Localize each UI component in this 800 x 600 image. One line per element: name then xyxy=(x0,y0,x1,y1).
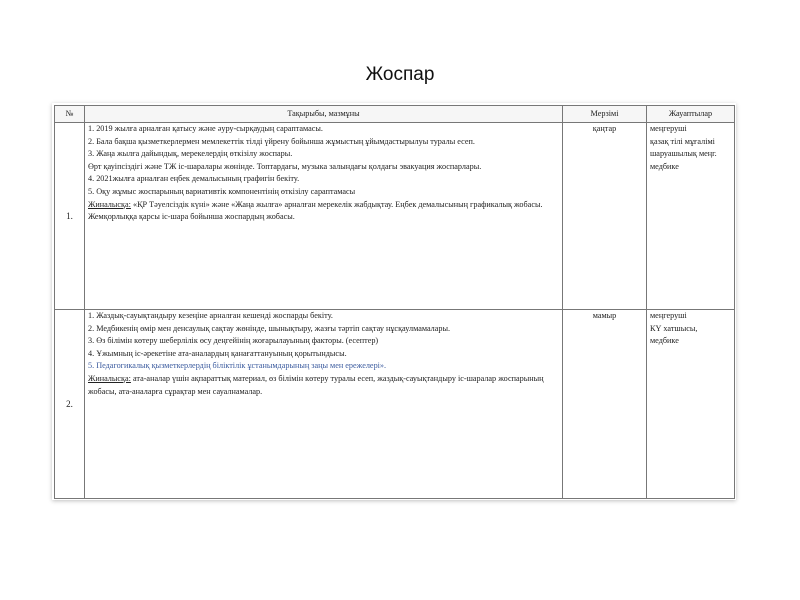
content-item: 5. Оқу жұмыс жоспарының вариативтік компонентінің өткізілу сараптамасы xyxy=(88,186,356,196)
responsible-item: медбике xyxy=(650,336,679,346)
row-responsible xyxy=(647,123,735,310)
responsible-item: медбике xyxy=(650,161,679,171)
content-item: 4. Ұжымның іс-әрекетіне ата-аналардың қанағаттануының қорытындысы. xyxy=(88,348,347,358)
header-topic: Тақырыбы, мазмұны xyxy=(85,106,563,123)
content-item: 5. Педагогикалық қызметкерлердің біліктілік ұстанымдарының заңы мен ережелері». xyxy=(88,361,387,371)
content-item: 3. Жаңа жылға дайындық, мерекелердің өткізілу жоспары. xyxy=(88,149,293,159)
content-item: Өрт қауіпсіздігі және ТЖ іс-шаралары жөнінде. Топтардағы, музыка залындағы қолдағы эвакуация жоспарлары. xyxy=(88,161,482,171)
meeting-label: Жиналысқа: xyxy=(88,373,131,383)
responsible-item: шаруашылық меңг. xyxy=(650,149,717,159)
responsible-item: меңгеруші xyxy=(650,124,687,133)
content-item: 1. Жаздық-сауықтандыру кезеңіне арналған кешенді жоспарды бекіту. xyxy=(88,311,333,320)
meeting-note xyxy=(88,373,559,398)
responsible-item: меңгеруші xyxy=(650,311,687,320)
responsible-item: қазақ тілі мұғалімі xyxy=(650,136,715,146)
content-item: 2. Бала бақша қызметкерлермен мемлекеттік тілді үйрену бойынша жұмыстың ұйымдастырылуы туралы есеп. xyxy=(88,136,475,146)
plan-table xyxy=(54,105,735,499)
row-number: 2. xyxy=(55,310,85,499)
row-date: қаңтар xyxy=(563,123,647,310)
content-item: 2. Медбикенің өмір мен денсаулық сақтау жөнінде, шынықтыру, жазғы тәртіп сақтау нұсқаулмамалары. xyxy=(88,323,451,333)
page-title: Жоспар xyxy=(365,64,435,85)
plan-document xyxy=(52,103,736,500)
content-item: 1. 2019 жылға арналған қатысу және әуру-сырқаудың сараптамасы. xyxy=(88,124,323,133)
row-date: мамыр xyxy=(563,310,647,499)
meeting-note xyxy=(88,199,559,224)
meeting-text: ата-аналар үшін ақпараттық материал, өз білімін көтеру туралы есеп, жаздық-сауықтандыру іс-шаралар жоспарының жобасы, ата-аналарға сұрақтар мен сауалнамалар. xyxy=(88,373,544,396)
meeting-label: Жиналысқа: xyxy=(88,199,131,209)
header-number: № xyxy=(55,106,85,123)
header-responsible: Жауаптылар xyxy=(647,106,735,123)
row-content xyxy=(85,310,563,499)
content-item: 4. 2021жылға арналған еңбек демалысының графигін бекіту. xyxy=(88,174,300,184)
table-row xyxy=(55,123,735,310)
content-item: 3. Өз білімін көтеру шеберлілік өсу деңгейінің жоғарылауының факторы. (есептер) xyxy=(88,336,379,346)
responsible-item: КҮ хатшысы, xyxy=(650,323,698,333)
row-content xyxy=(85,123,563,310)
row-responsible xyxy=(647,310,735,499)
row-number: 1. xyxy=(55,123,85,310)
table-row xyxy=(55,310,735,499)
table-header-row xyxy=(55,106,735,123)
meeting-text: «ҚР Тәуелсіздік күні» және «Жаңа жылға» арналған мерекелік жабдықтау. Еңбек демалысының графикалық жобасы. Жемқорлыққа қарсы іс-шара бойынша жоспардың жобасы. xyxy=(88,199,543,222)
header-deadline: Мерзімі xyxy=(563,106,647,123)
